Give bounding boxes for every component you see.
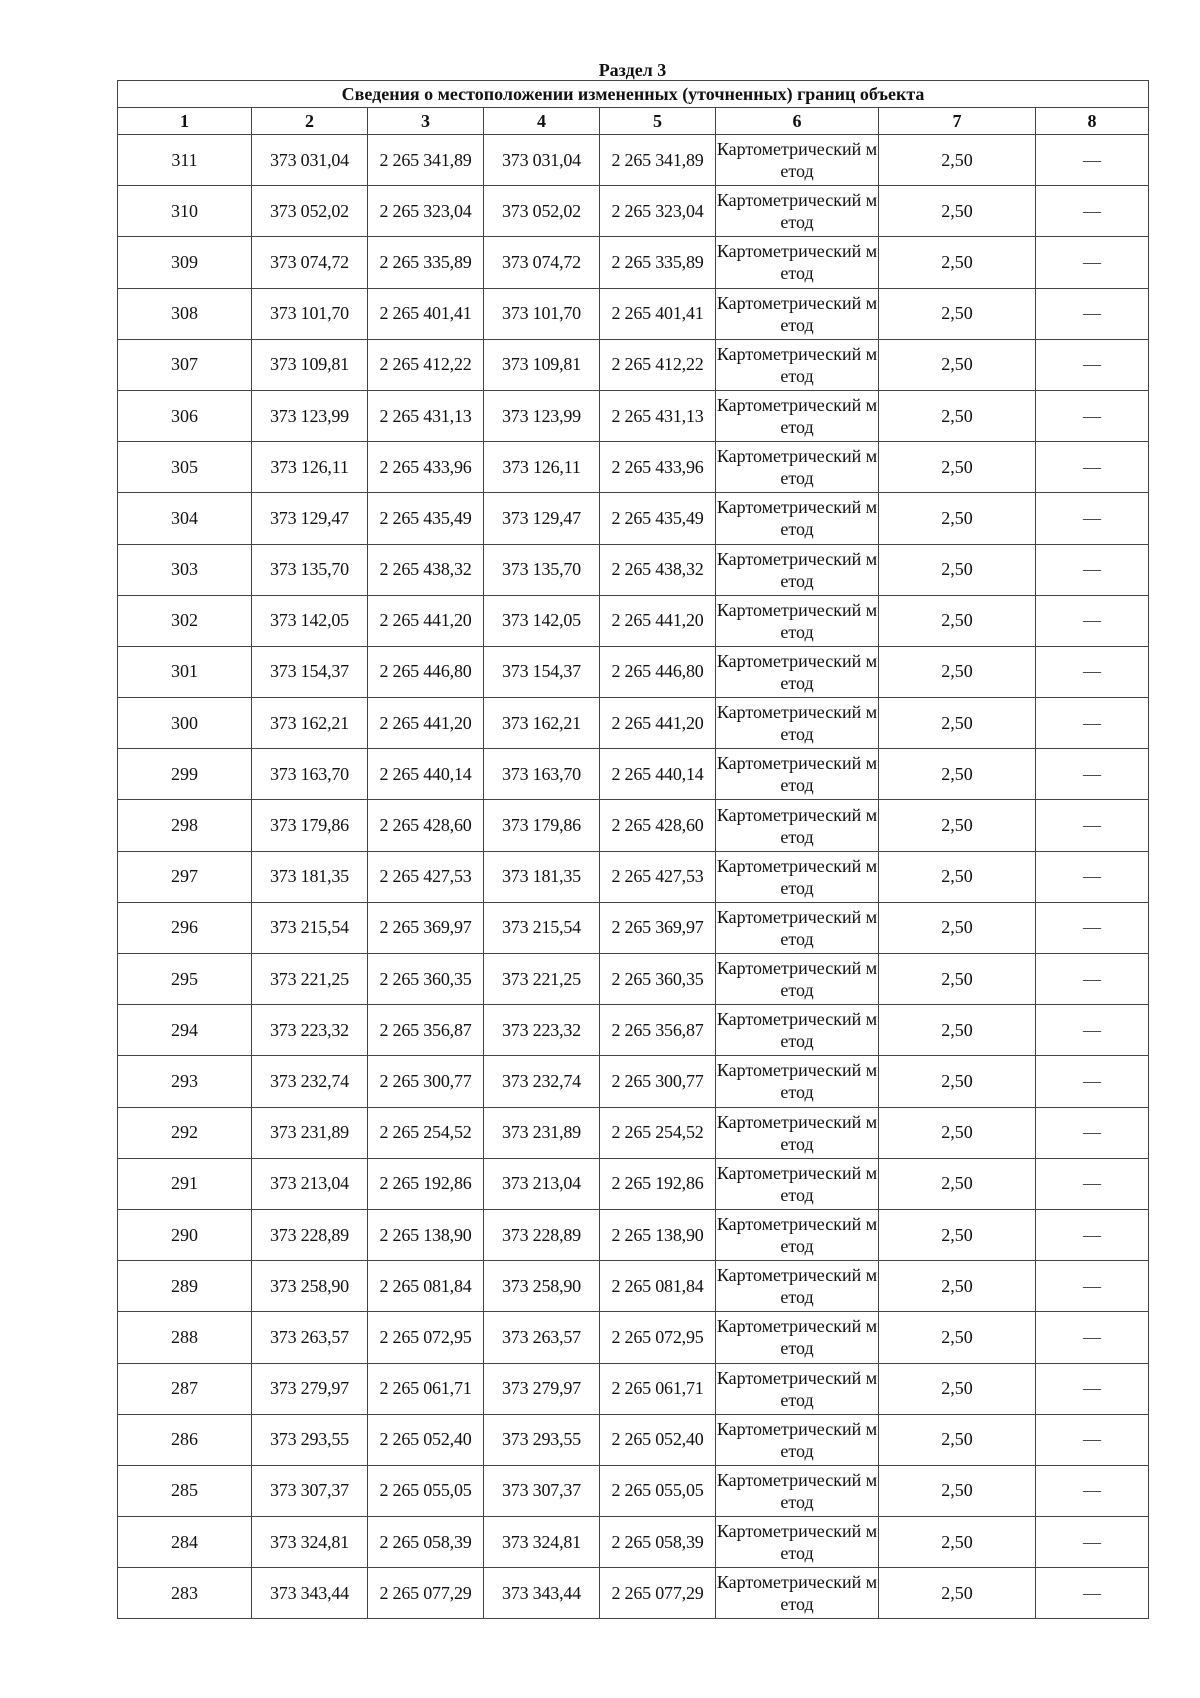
y-refined-cell: 2 265 360,35: [600, 954, 716, 1005]
y-refined-cell: 2 265 058,39: [600, 1517, 716, 1568]
point-number-cell: 286: [118, 1414, 252, 1465]
x-refined-cell: 373 109,81: [484, 339, 600, 390]
note-cell: —: [1036, 698, 1149, 749]
x-existing-cell: 373 221,25: [252, 954, 368, 1005]
y-existing-cell: 2 265 323,04: [368, 186, 484, 237]
y-existing-cell: 2 265 138,90: [368, 1209, 484, 1260]
x-existing-cell: 373 215,54: [252, 902, 368, 953]
x-existing-cell: 373 031,04: [252, 135, 368, 186]
y-existing-cell: 2 265 192,86: [368, 1158, 484, 1209]
x-refined-cell: 373 129,47: [484, 493, 600, 544]
column-number-row: [118, 108, 1149, 135]
point-number-cell: 287: [118, 1363, 252, 1414]
x-refined-cell: 373 135,70: [484, 544, 600, 595]
accuracy-cell: 2,50: [879, 1363, 1036, 1414]
table-row: [118, 1056, 1149, 1107]
x-refined-cell: 373 228,89: [484, 1209, 600, 1260]
table-row: [118, 749, 1149, 800]
table-title: Сведения о местоположении измененных (уточненных) границ объекта: [118, 81, 1149, 108]
point-number-cell: 293: [118, 1056, 252, 1107]
accuracy-cell: 2,50: [879, 749, 1036, 800]
accuracy-cell: 2,50: [879, 1158, 1036, 1209]
point-number-cell: 285: [118, 1465, 252, 1516]
y-existing-cell: 2 265 055,05: [368, 1465, 484, 1516]
column-number: 1: [118, 108, 252, 135]
note-cell: —: [1036, 288, 1149, 339]
y-refined-cell: 2 265 369,97: [600, 902, 716, 953]
y-refined-cell: 2 265 427,53: [600, 851, 716, 902]
boundary-coordinates-table: [117, 80, 1149, 1619]
x-existing-cell: 373 142,05: [252, 595, 368, 646]
table-row: [118, 1261, 1149, 1312]
y-existing-cell: 2 265 369,97: [368, 902, 484, 953]
note-cell: —: [1036, 1414, 1149, 1465]
column-number: 2: [252, 108, 368, 135]
method-cell: Картометрический метод: [716, 1312, 879, 1363]
table-row: [118, 595, 1149, 646]
note-cell: —: [1036, 1312, 1149, 1363]
table-row: [118, 390, 1149, 441]
accuracy-cell: 2,50: [879, 544, 1036, 595]
point-number-cell: 302: [118, 595, 252, 646]
method-cell: Картометрический метод: [716, 1107, 879, 1158]
x-refined-cell: 373 142,05: [484, 595, 600, 646]
method-cell: Картометрический метод: [716, 1209, 879, 1260]
table-row: [118, 800, 1149, 851]
y-refined-cell: 2 265 441,20: [600, 595, 716, 646]
point-number-cell: 303: [118, 544, 252, 595]
note-cell: —: [1036, 1261, 1149, 1312]
y-existing-cell: 2 265 081,84: [368, 1261, 484, 1312]
y-existing-cell: 2 265 438,32: [368, 544, 484, 595]
point-number-cell: 288: [118, 1312, 252, 1363]
column-number: 8: [1036, 108, 1149, 135]
point-number-cell: 309: [118, 237, 252, 288]
accuracy-cell: 2,50: [879, 237, 1036, 288]
table-row: [118, 851, 1149, 902]
method-cell: Картометрический метод: [716, 442, 879, 493]
accuracy-cell: 2,50: [879, 1209, 1036, 1260]
note-cell: —: [1036, 954, 1149, 1005]
accuracy-cell: 2,50: [879, 1056, 1036, 1107]
table-row: [118, 954, 1149, 1005]
y-refined-cell: 2 265 061,71: [600, 1363, 716, 1414]
table-row: [118, 493, 1149, 544]
table-row: [118, 1363, 1149, 1414]
y-existing-cell: 2 265 077,29: [368, 1568, 484, 1619]
x-existing-cell: 373 179,86: [252, 800, 368, 851]
point-number-cell: 310: [118, 186, 252, 237]
table-row: [118, 186, 1149, 237]
x-existing-cell: 373 223,32: [252, 1005, 368, 1056]
table-row: [118, 1107, 1149, 1158]
y-existing-cell: 2 265 428,60: [368, 800, 484, 851]
y-existing-cell: 2 265 061,71: [368, 1363, 484, 1414]
y-existing-cell: 2 265 360,35: [368, 954, 484, 1005]
note-cell: —: [1036, 1158, 1149, 1209]
point-number-cell: 297: [118, 851, 252, 902]
x-existing-cell: 373 258,90: [252, 1261, 368, 1312]
y-refined-cell: 2 265 323,04: [600, 186, 716, 237]
y-refined-cell: 2 265 435,49: [600, 493, 716, 544]
x-existing-cell: 373 162,21: [252, 698, 368, 749]
point-number-cell: 311: [118, 135, 252, 186]
y-existing-cell: 2 265 058,39: [368, 1517, 484, 1568]
note-cell: —: [1036, 1056, 1149, 1107]
y-existing-cell: 2 265 446,80: [368, 646, 484, 697]
note-cell: —: [1036, 1465, 1149, 1516]
accuracy-cell: 2,50: [879, 390, 1036, 441]
x-refined-cell: 373 231,89: [484, 1107, 600, 1158]
x-refined-cell: 373 126,11: [484, 442, 600, 493]
method-cell: Картометрический метод: [716, 800, 879, 851]
x-refined-cell: 373 263,57: [484, 1312, 600, 1363]
x-refined-cell: 373 074,72: [484, 237, 600, 288]
point-number-cell: 305: [118, 442, 252, 493]
y-refined-cell: 2 265 431,13: [600, 390, 716, 441]
method-cell: Картометрический метод: [716, 902, 879, 953]
x-existing-cell: 373 074,72: [252, 237, 368, 288]
point-number-cell: 308: [118, 288, 252, 339]
y-refined-cell: 2 265 412,22: [600, 339, 716, 390]
y-refined-cell: 2 265 428,60: [600, 800, 716, 851]
method-cell: Картометрический метод: [716, 1517, 879, 1568]
method-cell: Картометрический метод: [716, 698, 879, 749]
method-cell: Картометрический метод: [716, 544, 879, 595]
method-cell: Картометрический метод: [716, 1414, 879, 1465]
method-cell: Картометрический метод: [716, 493, 879, 544]
x-existing-cell: 373 129,47: [252, 493, 368, 544]
column-number: 7: [879, 108, 1036, 135]
method-cell: Картометрический метод: [716, 1261, 879, 1312]
x-existing-cell: 373 135,70: [252, 544, 368, 595]
method-cell: Картометрический метод: [716, 186, 879, 237]
x-refined-cell: 373 221,25: [484, 954, 600, 1005]
x-refined-cell: 373 223,32: [484, 1005, 600, 1056]
point-number-cell: 289: [118, 1261, 252, 1312]
x-existing-cell: 373 181,35: [252, 851, 368, 902]
table-row: [118, 1568, 1149, 1619]
y-existing-cell: 2 265 440,14: [368, 749, 484, 800]
x-refined-cell: 373 179,86: [484, 800, 600, 851]
y-existing-cell: 2 265 433,96: [368, 442, 484, 493]
point-number-cell: 294: [118, 1005, 252, 1056]
table-row: [118, 237, 1149, 288]
y-refined-cell: 2 265 341,89: [600, 135, 716, 186]
method-cell: Картометрический метод: [716, 646, 879, 697]
table-row: [118, 1158, 1149, 1209]
x-existing-cell: 373 279,97: [252, 1363, 368, 1414]
method-cell: Картометрический метод: [716, 1363, 879, 1414]
x-existing-cell: 373 123,99: [252, 390, 368, 441]
accuracy-cell: 2,50: [879, 1568, 1036, 1619]
table-row: [118, 1465, 1149, 1516]
accuracy-cell: 2,50: [879, 135, 1036, 186]
y-existing-cell: 2 265 431,13: [368, 390, 484, 441]
note-cell: —: [1036, 1107, 1149, 1158]
x-existing-cell: 373 324,81: [252, 1517, 368, 1568]
method-cell: Картометрический метод: [716, 1005, 879, 1056]
note-cell: —: [1036, 646, 1149, 697]
accuracy-cell: 2,50: [879, 646, 1036, 697]
accuracy-cell: 2,50: [879, 1465, 1036, 1516]
y-refined-cell: 2 265 254,52: [600, 1107, 716, 1158]
accuracy-cell: 2,50: [879, 339, 1036, 390]
method-cell: Картометрический метод: [716, 1158, 879, 1209]
point-number-cell: 298: [118, 800, 252, 851]
section-heading: Раздел 3: [598, 60, 667, 80]
y-refined-cell: 2 265 401,41: [600, 288, 716, 339]
note-cell: —: [1036, 1363, 1149, 1414]
table-row: [118, 339, 1149, 390]
x-refined-cell: 373 162,21: [484, 698, 600, 749]
x-refined-cell: 373 279,97: [484, 1363, 600, 1414]
y-refined-cell: 2 265 438,32: [600, 544, 716, 595]
x-refined-cell: 373 031,04: [484, 135, 600, 186]
point-number-cell: 301: [118, 646, 252, 697]
y-existing-cell: 2 265 052,40: [368, 1414, 484, 1465]
note-cell: —: [1036, 749, 1149, 800]
point-number-cell: 304: [118, 493, 252, 544]
accuracy-cell: 2,50: [879, 800, 1036, 851]
point-number-cell: 295: [118, 954, 252, 1005]
table-row: [118, 646, 1149, 697]
point-number-cell: 296: [118, 902, 252, 953]
x-existing-cell: 373 126,11: [252, 442, 368, 493]
table-row: [118, 1517, 1149, 1568]
y-existing-cell: 2 265 441,20: [368, 595, 484, 646]
y-existing-cell: 2 265 341,89: [368, 135, 484, 186]
x-existing-cell: 373 109,81: [252, 339, 368, 390]
y-refined-cell: 2 265 081,84: [600, 1261, 716, 1312]
accuracy-cell: 2,50: [879, 493, 1036, 544]
point-number-cell: 284: [118, 1517, 252, 1568]
note-cell: —: [1036, 544, 1149, 595]
y-refined-cell: 2 265 055,05: [600, 1465, 716, 1516]
accuracy-cell: 2,50: [879, 1261, 1036, 1312]
y-existing-cell: 2 265 356,87: [368, 1005, 484, 1056]
accuracy-cell: 2,50: [879, 954, 1036, 1005]
accuracy-cell: 2,50: [879, 1312, 1036, 1363]
y-refined-cell: 2 265 072,95: [600, 1312, 716, 1363]
x-refined-cell: 373 293,55: [484, 1414, 600, 1465]
y-refined-cell: 2 265 077,29: [600, 1568, 716, 1619]
point-number-cell: 299: [118, 749, 252, 800]
table-row: [118, 698, 1149, 749]
accuracy-cell: 2,50: [879, 288, 1036, 339]
y-refined-cell: 2 265 300,77: [600, 1056, 716, 1107]
y-existing-cell: 2 265 072,95: [368, 1312, 484, 1363]
y-existing-cell: 2 265 300,77: [368, 1056, 484, 1107]
y-refined-cell: 2 265 138,90: [600, 1209, 716, 1260]
x-existing-cell: 373 163,70: [252, 749, 368, 800]
note-cell: —: [1036, 442, 1149, 493]
x-existing-cell: 373 231,89: [252, 1107, 368, 1158]
x-refined-cell: 373 232,74: [484, 1056, 600, 1107]
point-number-cell: 290: [118, 1209, 252, 1260]
y-existing-cell: 2 265 441,20: [368, 698, 484, 749]
x-refined-cell: 373 052,02: [484, 186, 600, 237]
column-number: 4: [484, 108, 600, 135]
y-existing-cell: 2 265 401,41: [368, 288, 484, 339]
x-existing-cell: 373 263,57: [252, 1312, 368, 1363]
y-refined-cell: 2 265 192,86: [600, 1158, 716, 1209]
note-cell: —: [1036, 1005, 1149, 1056]
point-number-cell: 306: [118, 390, 252, 441]
method-cell: Картометрический метод: [716, 339, 879, 390]
x-refined-cell: 373 324,81: [484, 1517, 600, 1568]
x-refined-cell: 373 163,70: [484, 749, 600, 800]
x-refined-cell: 373 215,54: [484, 902, 600, 953]
x-refined-cell: 373 181,35: [484, 851, 600, 902]
y-refined-cell: 2 265 356,87: [600, 1005, 716, 1056]
method-cell: Картометрический метод: [716, 237, 879, 288]
x-refined-cell: 373 154,37: [484, 646, 600, 697]
y-existing-cell: 2 265 435,49: [368, 493, 484, 544]
accuracy-cell: 2,50: [879, 902, 1036, 953]
accuracy-cell: 2,50: [879, 851, 1036, 902]
note-cell: —: [1036, 1517, 1149, 1568]
x-refined-cell: 373 213,04: [484, 1158, 600, 1209]
table-row: [118, 1312, 1149, 1363]
table-row: [118, 288, 1149, 339]
x-existing-cell: 373 213,04: [252, 1158, 368, 1209]
method-cell: Картометрический метод: [716, 390, 879, 441]
column-number: 3: [368, 108, 484, 135]
column-number: 5: [600, 108, 716, 135]
y-existing-cell: 2 265 254,52: [368, 1107, 484, 1158]
y-refined-cell: 2 265 433,96: [600, 442, 716, 493]
column-number: 6: [716, 108, 879, 135]
x-existing-cell: 373 293,55: [252, 1414, 368, 1465]
note-cell: —: [1036, 1209, 1149, 1260]
x-refined-cell: 373 258,90: [484, 1261, 600, 1312]
method-cell: Картометрический метод: [716, 1465, 879, 1516]
note-cell: —: [1036, 186, 1149, 237]
table-row: [118, 442, 1149, 493]
table-row: [118, 1209, 1149, 1260]
table-row: [118, 1005, 1149, 1056]
table-row: [118, 1414, 1149, 1465]
x-existing-cell: 373 307,37: [252, 1465, 368, 1516]
note-cell: —: [1036, 390, 1149, 441]
accuracy-cell: 2,50: [879, 595, 1036, 646]
y-refined-cell: 2 265 335,89: [600, 237, 716, 288]
accuracy-cell: 2,50: [879, 1517, 1036, 1568]
note-cell: —: [1036, 339, 1149, 390]
note-cell: —: [1036, 851, 1149, 902]
y-refined-cell: 2 265 446,80: [600, 646, 716, 697]
method-cell: Картометрический метод: [716, 595, 879, 646]
x-existing-cell: 373 343,44: [252, 1568, 368, 1619]
accuracy-cell: 2,50: [879, 698, 1036, 749]
note-cell: —: [1036, 800, 1149, 851]
accuracy-cell: 2,50: [879, 442, 1036, 493]
y-existing-cell: 2 265 427,53: [368, 851, 484, 902]
method-cell: Картометрический метод: [716, 851, 879, 902]
method-cell: Картометрический метод: [716, 1568, 879, 1619]
x-refined-cell: 373 343,44: [484, 1568, 600, 1619]
y-existing-cell: 2 265 412,22: [368, 339, 484, 390]
point-number-cell: 292: [118, 1107, 252, 1158]
y-existing-cell: 2 265 335,89: [368, 237, 484, 288]
x-refined-cell: 373 101,70: [484, 288, 600, 339]
note-cell: —: [1036, 493, 1149, 544]
method-cell: Картометрический метод: [716, 135, 879, 186]
x-existing-cell: 373 052,02: [252, 186, 368, 237]
x-existing-cell: 373 154,37: [252, 646, 368, 697]
note-cell: —: [1036, 237, 1149, 288]
method-cell: Картометрический метод: [716, 749, 879, 800]
table-body: [118, 135, 1149, 1619]
note-cell: —: [1036, 135, 1149, 186]
y-refined-cell: 2 265 441,20: [600, 698, 716, 749]
y-refined-cell: 2 265 440,14: [600, 749, 716, 800]
note-cell: —: [1036, 595, 1149, 646]
note-cell: —: [1036, 1568, 1149, 1619]
accuracy-cell: 2,50: [879, 186, 1036, 237]
table-row: [118, 135, 1149, 186]
x-existing-cell: 373 228,89: [252, 1209, 368, 1260]
point-number-cell: 291: [118, 1158, 252, 1209]
method-cell: Картометрический метод: [716, 1056, 879, 1107]
x-existing-cell: 373 232,74: [252, 1056, 368, 1107]
table-row: [118, 902, 1149, 953]
point-number-cell: 300: [118, 698, 252, 749]
x-existing-cell: 373 101,70: [252, 288, 368, 339]
point-number-cell: 307: [118, 339, 252, 390]
point-number-cell: 283: [118, 1568, 252, 1619]
accuracy-cell: 2,50: [879, 1107, 1036, 1158]
method-cell: Картометрический метод: [716, 288, 879, 339]
x-refined-cell: 373 123,99: [484, 390, 600, 441]
accuracy-cell: 2,50: [879, 1414, 1036, 1465]
x-refined-cell: 373 307,37: [484, 1465, 600, 1516]
table-row: [118, 544, 1149, 595]
note-cell: —: [1036, 902, 1149, 953]
accuracy-cell: 2,50: [879, 1005, 1036, 1056]
method-cell: Картометрический метод: [716, 954, 879, 1005]
y-refined-cell: 2 265 052,40: [600, 1414, 716, 1465]
